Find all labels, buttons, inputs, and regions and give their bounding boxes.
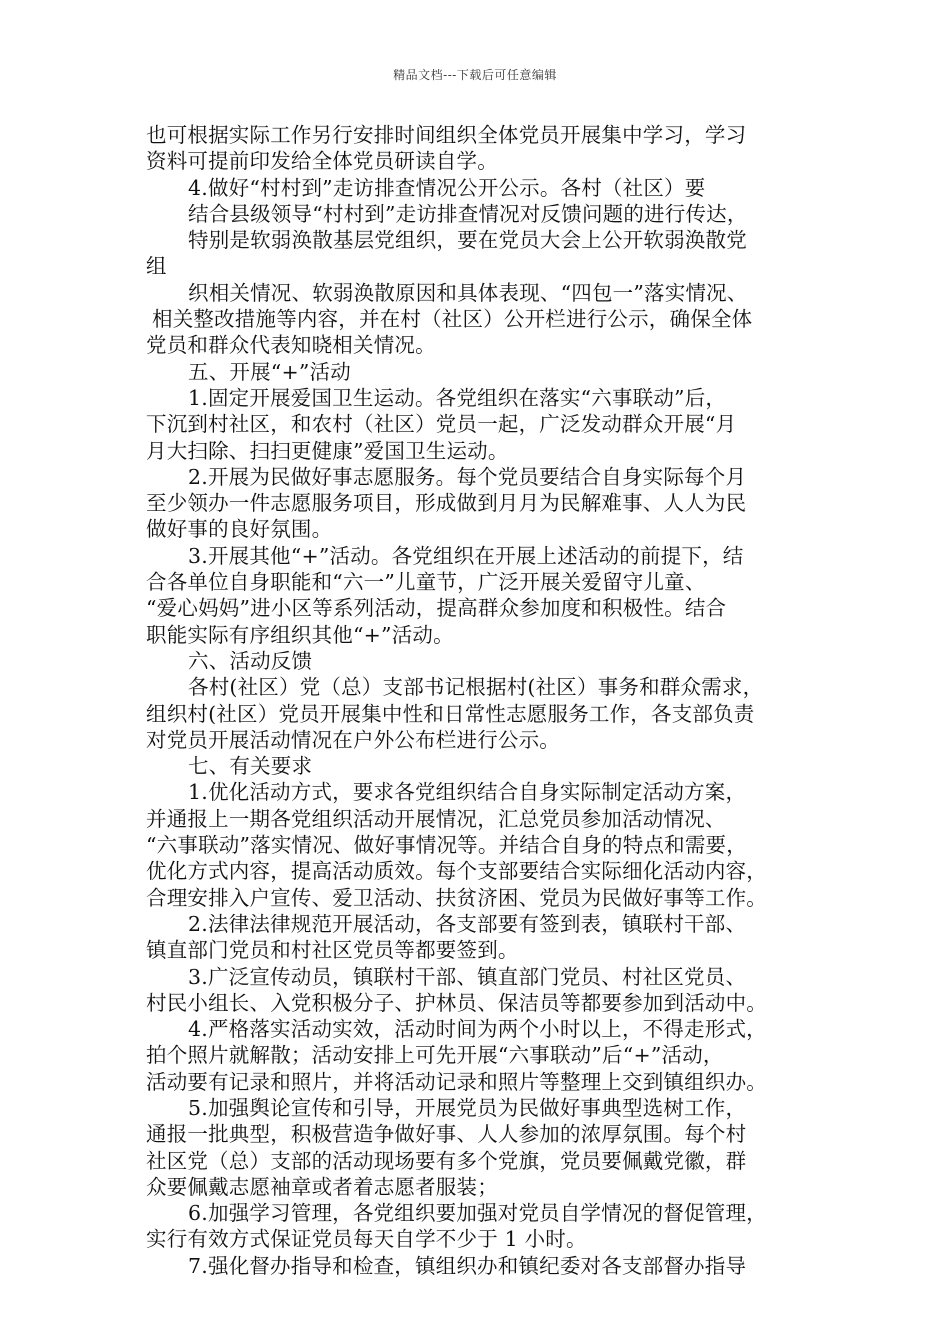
text-line: 特别是软弱涣散基层党组织，要在党员大会上公开软弱涣散党: [188, 228, 747, 253]
text-line: 六、活动反馈: [188, 648, 313, 673]
text-line: 织相关情况、软弱涣散原因和具体表现、“四包一”落实情况、: [188, 280, 748, 305]
text-line: 1.优化活动方式，要求各党组织结合自身实际制定活动方案，: [188, 780, 747, 805]
page-header: 精品文档---下载后可任意编辑: [393, 68, 557, 82]
text-line: “爱心妈妈”进小区等系列活动，提高群众参加度和积极性。结合: [146, 596, 727, 621]
text-line: 合理安排入户宣传、爱卫活动、扶贫济困、党员为民做好事等工作。: [146, 885, 767, 910]
text-line: 优化方式内容，提高活动质效。每个支部要结合实际细化活动内容，: [146, 859, 767, 884]
text-line: 组: [146, 254, 167, 279]
text-line: 4.严格落实活动实效，活动时间为两个小时以上，不得走形式，: [188, 1017, 767, 1042]
text-line: 2.法律法律规范开展活动，各支部要有签到表，镇联村干部、: [188, 911, 747, 936]
text-line: 活动要有记录和照片，并将活动记录和照片等整理上交到镇组织办。: [146, 1069, 767, 1094]
text-line: 6.加强学习管理，各党组织要加强对党员自学情况的督促管理，: [188, 1201, 767, 1226]
text-line: 拍个照片就解散；活动安排上可先开展“六事联动”后“+”活动，: [146, 1043, 724, 1068]
text-line: 资料可提前印发给全体党员研读自学。: [146, 149, 498, 174]
text-line: 7.强化督办指导和检查，镇组织办和镇纪委对各支部督办指导: [188, 1253, 747, 1278]
text-line: 党员和群众代表知晓相关情况。: [146, 333, 436, 358]
text-line: 五、开展“+”活动: [188, 359, 351, 384]
document-body: [146, 122, 822, 1279]
text-line: 各村(社区）党（总）支部书记根据村(社区）事务和群众需求，: [188, 675, 764, 700]
text-line: 做好事的良好氛围。: [146, 517, 333, 542]
text-line: 并通报上一期各党组织活动开展情况，汇总党员参加活动情况、: [146, 806, 726, 831]
text-line: 3.广泛宣传动员，镇联村干部、镇直部门党员、村社区党员、: [188, 964, 747, 989]
text-line: 组织村(社区）党员开展集中性和日常性志愿服务工作，各支部负责: [146, 701, 755, 726]
text-line: 2.开展为民做好事志愿服务。每个党员要结合自身实际每个月: [188, 464, 747, 489]
text-line: 1.固定开展爱国卫生运动。各党组织在落实“六事联动”后，: [188, 385, 727, 410]
text-line: 对党员开展活动情况在户外公布栏进行公示。: [146, 727, 560, 752]
text-line: 下沉到村社区，和农村（社区）党员一起，广泛发动群众开展“月: [146, 412, 737, 437]
text-line: “六事联动”落实情况、做好事情况等。并结合自身的特点和需要，: [146, 833, 747, 858]
text-line: 村民小组长、入党积极分子、护林员、保洁员等都要参加到活动中。: [146, 990, 767, 1015]
text-line: 结合县级领导“村村到”走访排查情况对反馈问题的进行传达，: [188, 201, 748, 226]
text-line: 4.做好“村村到”走访排查情况公开公示。各村（社区）要: [188, 175, 706, 200]
text-line: 5.加强舆论宣传和引导，开展党员为民做好事典型选树工作，: [188, 1095, 747, 1120]
text-line: 众要佩戴志愿袖章或者着志愿者服装；: [146, 1174, 498, 1199]
text-line: 通报一批典型，积极营造争做好事、人人参加的浓厚氛围。每个村: [146, 1122, 747, 1147]
text-line: 3.开展其他“+”活动。各党组织在开展上述活动的前提下，结: [188, 543, 744, 568]
text-line: 社区党（总）支部的活动现场要有多个党旗，党员要佩戴党徽，群: [146, 1148, 747, 1173]
text-line: 七、有关要求: [188, 754, 313, 779]
text-line: 月大扫除、扫扫更健康”爱国卫生运动。: [146, 438, 509, 463]
text-line: 相关整改措施等内容，并在村（社区）公开栏进行公示，确保全体: [152, 307, 753, 332]
text-line: 镇直部门党员和村社区党员等都要签到。: [146, 938, 519, 963]
text-line: 也可根据实际工作另行安排时间组织全体党员开展集中学习，学习: [146, 123, 747, 147]
text-line: 合各单位自身职能和“六一”儿童节，广泛开展关爱留守儿童、: [146, 570, 706, 595]
text-line: 至少领办一件志愿服务项目，形成做到月月为民解难事、人人为民: [146, 491, 747, 516]
text-line: 职能实际有序组织其他“+”活动。: [146, 622, 454, 647]
text-line: 实行有效方式保证党员每天自学不少于 1 小时。: [146, 1227, 587, 1252]
